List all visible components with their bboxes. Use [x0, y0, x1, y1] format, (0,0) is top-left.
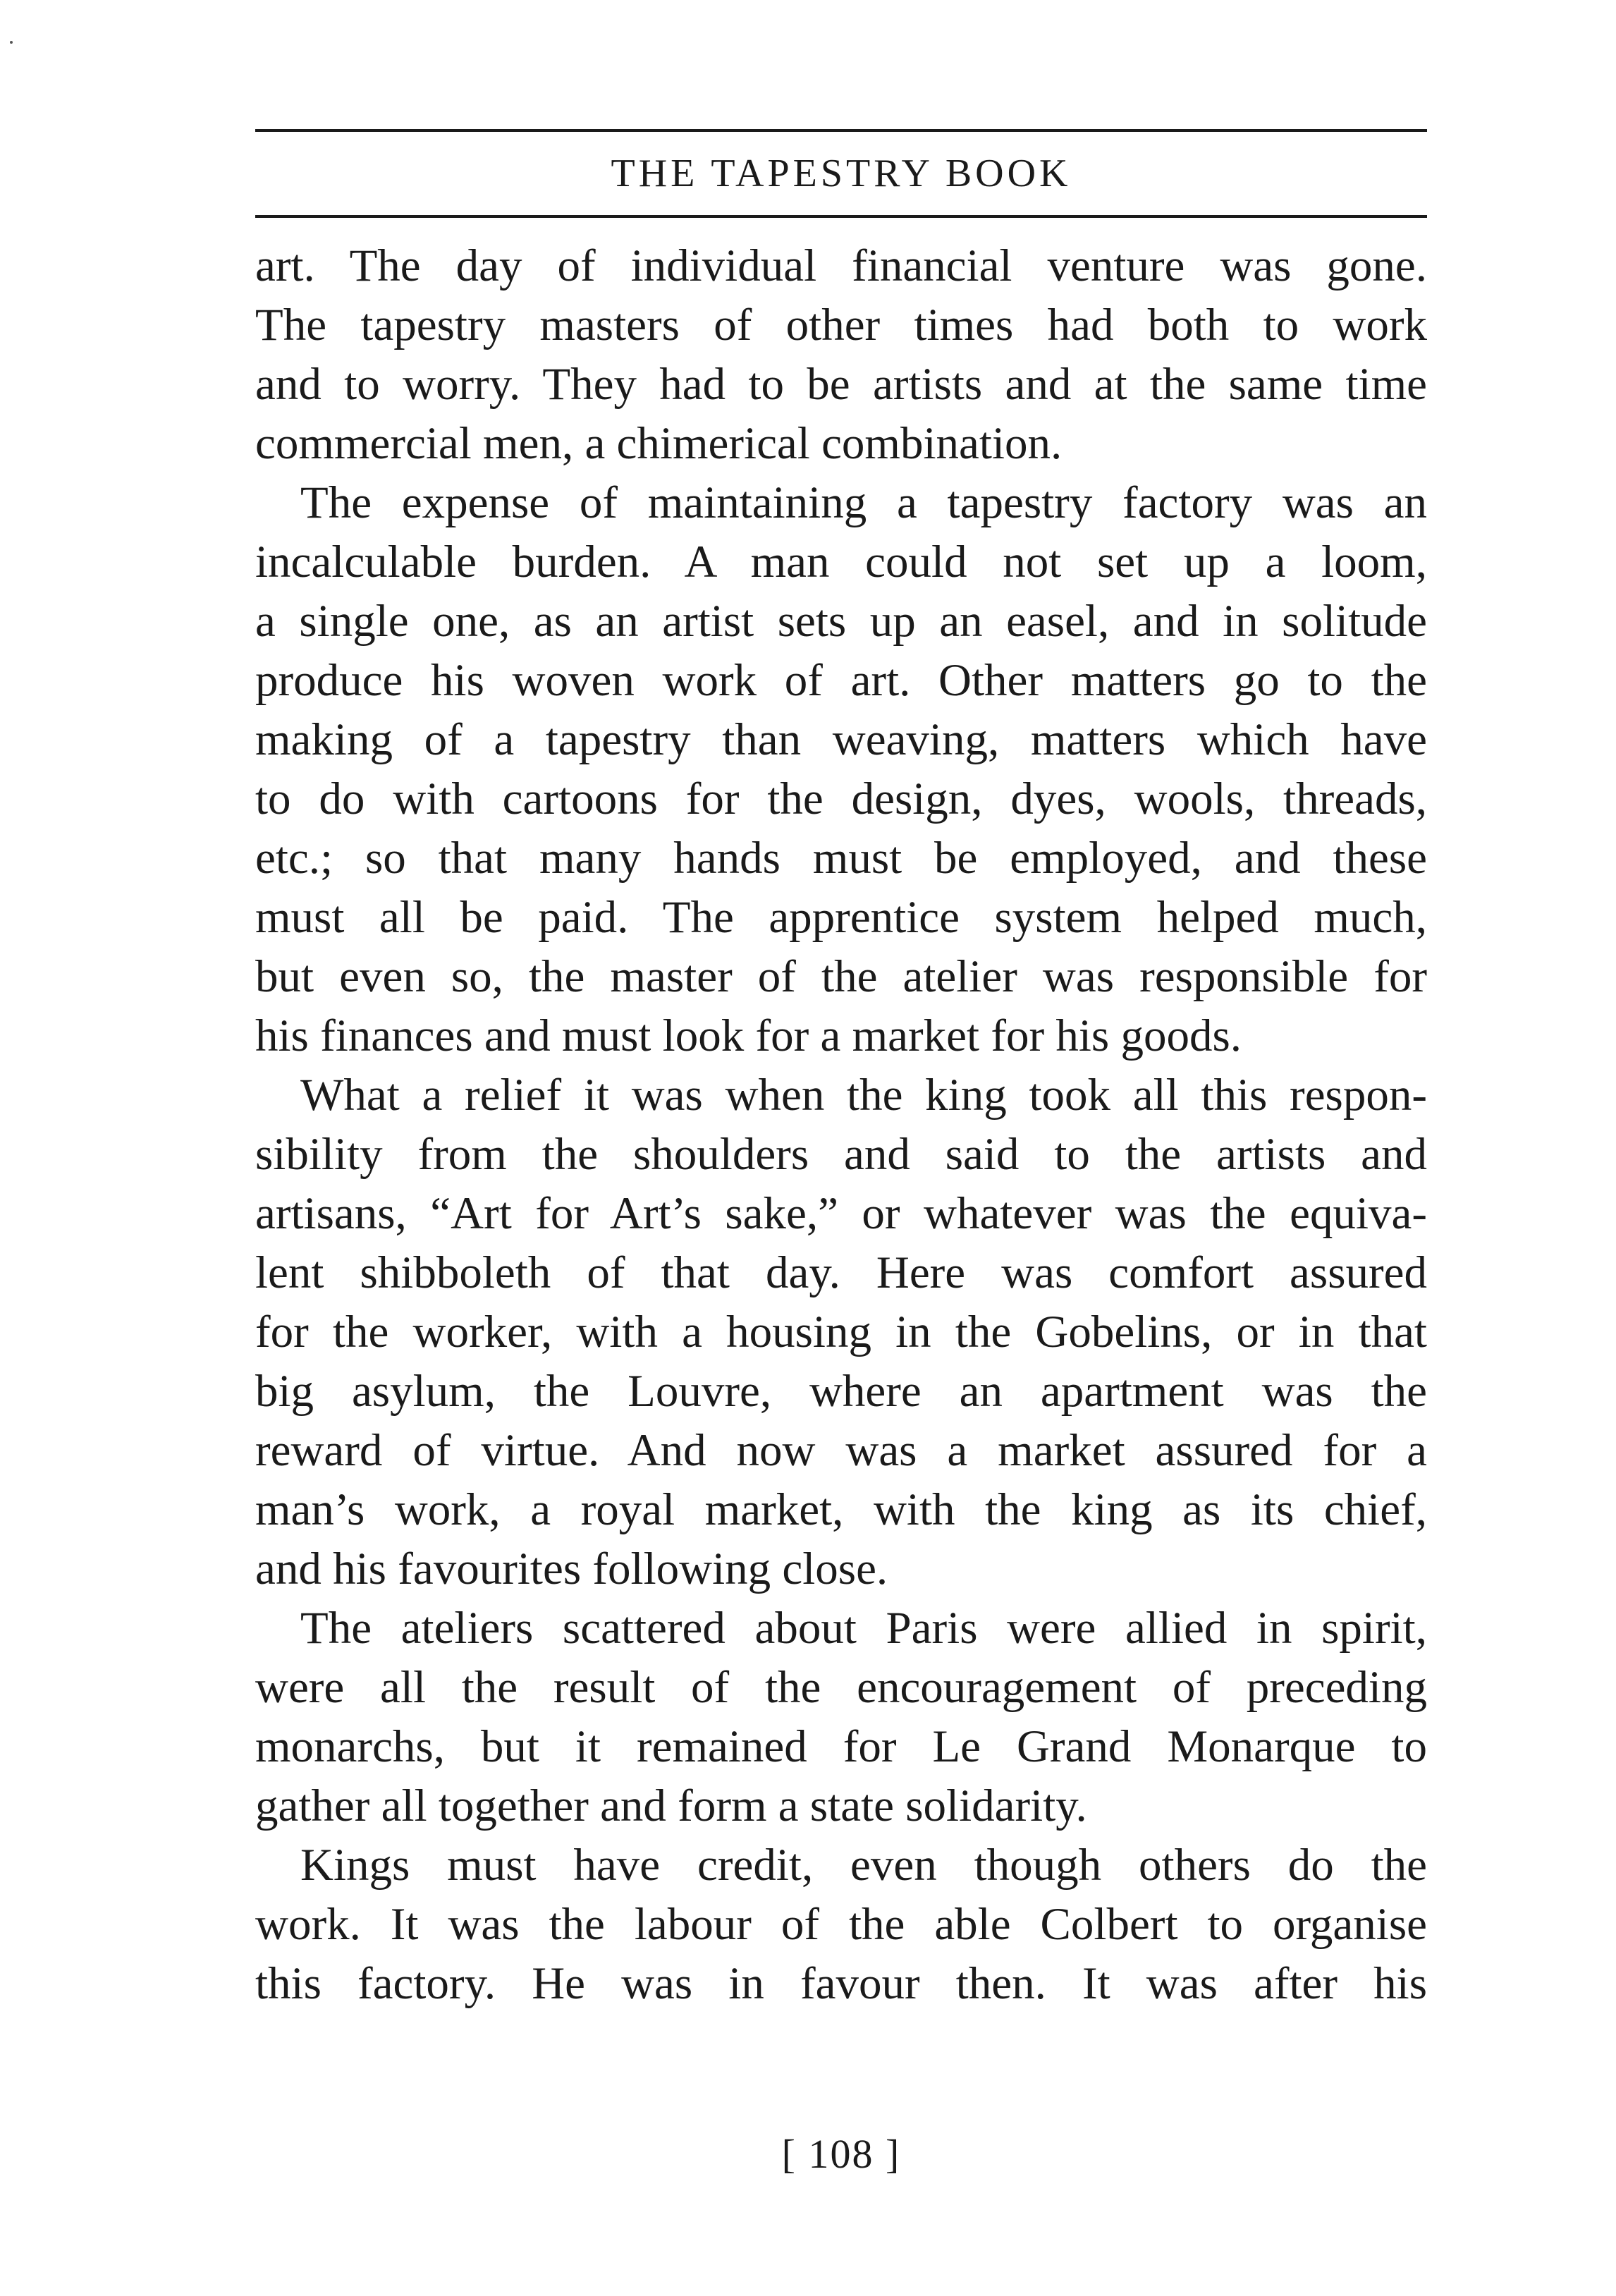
- text-line: The ateliers scattered about Paris were allied in spirit,: [300, 1603, 1427, 1654]
- text-line: gather all together and form a state solidarity.: [255, 1781, 1087, 1831]
- text-line: work. It was the labour of the able Colbert to organise: [255, 1899, 1427, 1950]
- text-line: must all be paid. The apprentice system helped much,: [255, 892, 1427, 943]
- text-line: etc.; so that many hands must be employed, and these: [255, 833, 1427, 884]
- text-line: monarchs, but it remained for Le Grand Monarque to: [255, 1721, 1427, 1772]
- text-line: sibility from the shoulders and said to the artists and: [255, 1129, 1427, 1180]
- text-line: artisans, “Art for Art’s sake,” or whatever was the equiva-: [255, 1188, 1427, 1239]
- scan-speck: [10, 41, 13, 44]
- text-line: incalculable burden. A man could not set up a loom,: [255, 537, 1427, 587]
- text-line: lent shibboleth of that day. Here was comfort assured: [255, 1247, 1427, 1298]
- text-line: a single one, as an artist sets up an easel, and in solitude: [255, 596, 1427, 647]
- text-line: but even so, the master of the atelier was responsible for: [255, 951, 1427, 1002]
- text-line: commercial men, a chimerical combination.: [255, 418, 1063, 469]
- text-line: this factory. He was in favour then. It was after his: [255, 1958, 1427, 2009]
- text-line: making of a tapestry than weaving, matters which have: [255, 714, 1427, 765]
- text-line: and to worry. They had to be artists and at the same time: [255, 359, 1427, 410]
- text-line: reward of virtue. And now was a market assured for a: [255, 1425, 1427, 1476]
- running-title: THE TAPESTRY BOOK: [611, 152, 1072, 195]
- header-rule-bottom: [255, 215, 1427, 218]
- text-line: The expense of maintaining a tapestry factory was an: [300, 477, 1427, 528]
- text-line: art. The day of individual financial venture was gone.: [255, 240, 1427, 291]
- text-line: What a relief it was when the king took all this respon-: [300, 1070, 1427, 1120]
- text-line: were all the result of the encouragement of preceding: [255, 1662, 1427, 1713]
- text-line: to do with cartoons for the design, dyes, wools, threads,: [255, 774, 1427, 824]
- text-line: Kings must have credit, even though others do the: [300, 1840, 1427, 1891]
- text-line: for the worker, with a housing in the Gobelins, or in that: [255, 1307, 1427, 1357]
- text-line: produce his woven work of art. Other matters go to the: [255, 655, 1427, 706]
- header-rule-top: [255, 129, 1427, 132]
- page-number: [ 108 ]: [781, 2131, 901, 2177]
- body-text: [255, 236, 1427, 2013]
- text-line: and his favourites following close.: [255, 1544, 888, 1594]
- text-line: big asylum, the Louvre, where an apartment was the: [255, 1366, 1427, 1417]
- text-line: The tapestry masters of other times had both to work: [255, 300, 1427, 350]
- text-line: his finances and must look for a market for his goods.: [255, 1010, 1242, 1061]
- text-line: man’s work, a royal market, with the king as its chief,: [255, 1484, 1427, 1535]
